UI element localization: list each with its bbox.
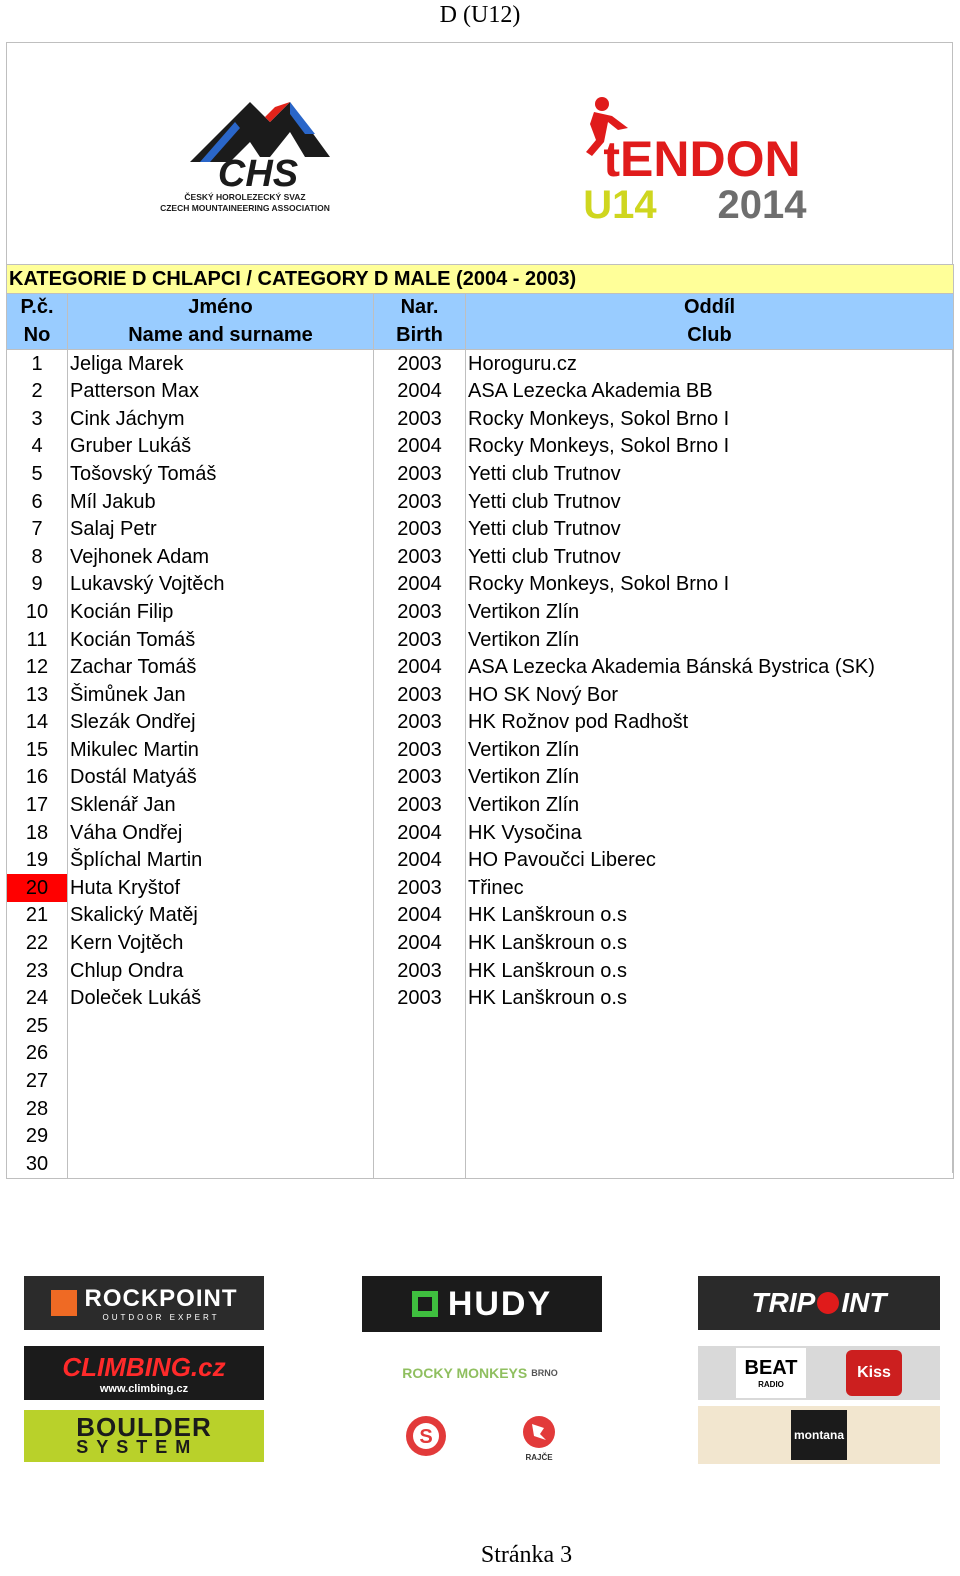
row-name: Šimůnek Jan [68,681,374,709]
row-no: 16 [7,764,68,792]
row-club [466,1012,954,1040]
row-name: Vejhonek Adam [68,543,374,571]
row-name: Skalický Matěj [68,902,374,930]
table-row [7,653,954,681]
sokol-logo [400,1414,452,1458]
rockpoint-mark-icon [51,1290,77,1316]
row-name: Doleček Lukáš [68,984,374,1012]
row-name [68,1095,374,1123]
row-name: Salaj Petr [68,515,374,543]
row-no: 19 [7,846,68,874]
row-no: 22 [7,929,68,957]
table-row [7,791,954,819]
header-no-cz: P.č. [7,293,68,321]
table-row [7,626,954,654]
table-row [7,1150,954,1178]
row-no: 28 [7,1095,68,1123]
row-birth: 2004 [374,433,466,461]
row-name: Zachar Tomáš [68,653,374,681]
row-no: 24 [7,984,68,1012]
row-birth [374,1122,466,1150]
row-no: 5 [7,460,68,488]
row-birth: 2004 [374,819,466,847]
row-name [68,1122,374,1150]
row-club: HK Lanškroun o.s [466,984,954,1012]
row-club: ASA Lezecka Akademia BB [466,377,954,405]
table-row [7,681,954,709]
trippoint-dot-icon [817,1292,839,1314]
row-club: Yetti club Trutnov [466,515,954,543]
sokol-letter: S [419,1426,433,1448]
row-name [68,1012,374,1040]
row-no: 21 [7,902,68,930]
row-name: Lukavský Vojtěch [68,571,374,599]
beat-name: BEAT [744,1357,798,1379]
row-club: Yetti club Trutnov [466,460,954,488]
header-birth-cz: Nar. [374,293,466,321]
boulder-line2: SYSTEM [76,1437,199,1457]
header-birth-en: Birth [374,321,466,349]
table-row [7,984,954,1012]
row-no: 2 [7,377,68,405]
row-no: 18 [7,819,68,847]
row-name: Cink Jáchym [68,405,374,433]
row-no: 8 [7,543,68,571]
row-no: 11 [7,626,68,654]
row-birth: 2003 [374,626,466,654]
row-name: Kocián Tomáš [68,626,374,654]
row-no: 10 [7,598,68,626]
table-row [7,1012,954,1040]
category-row [7,265,954,294]
hudy-logo [362,1276,602,1332]
row-no: 17 [7,791,68,819]
table-row [7,598,954,626]
chs-logo [140,62,350,212]
trippoint-logo [698,1276,940,1330]
table-row [7,460,954,488]
row-no: 23 [7,957,68,985]
rockpoint-tagline: OUTDOOR EXPERT [102,1312,220,1322]
row-club: HK Lanškroun o.s [466,957,954,985]
row-no: 12 [7,653,68,681]
row-birth: 2003 [374,984,466,1012]
row-no: 30 [7,1150,68,1178]
boulder-line1: BOULDER [76,1412,212,1442]
hudy-mark-icon [412,1291,438,1317]
row-birth: 2004 [374,571,466,599]
row-club: HO SK Nový Bor [466,681,954,709]
row-birth: 2003 [374,736,466,764]
table-row [7,515,954,543]
beat-logo [736,1348,806,1398]
row-birth [374,1150,466,1178]
row-birth: 2003 [374,515,466,543]
row-birth [374,1067,466,1095]
row-birth: 2003 [374,598,466,626]
row-club: HK Vysočina [466,819,954,847]
row-name: Huta Kryštof [68,874,374,902]
row-name: Kern Vojtěch [68,929,374,957]
table-row [7,543,954,571]
row-club: Rocky Monkeys, Sokol Brno I [466,433,954,461]
row-birth [374,1012,466,1040]
header-club-en: Club [466,321,954,349]
chs-logo-line2: CZECH MOUNTAINEERING ASSOCIATION [160,203,330,212]
tendon-age: U14 [583,183,657,224]
row-club: HO Pavoučci Liberec [466,846,954,874]
table-row [7,929,954,957]
montana-name: montana [791,1410,847,1460]
row-birth: 2003 [374,543,466,571]
row-name: Sklenář Jan [68,791,374,819]
row-no: 25 [7,1012,68,1040]
row-no: 20 [7,874,68,902]
row-no: 15 [7,736,68,764]
row-name: Jeliga Marek [68,349,374,377]
row-club: Horoguru.cz [466,349,954,377]
montana-logo [698,1406,940,1464]
row-birth: 2003 [374,488,466,516]
row-name: Mikulec Martin [68,736,374,764]
row-no: 4 [7,433,68,461]
table-row [7,846,954,874]
row-name: Slezák Ondřej [68,709,374,737]
row-name: Míl Jakub [68,488,374,516]
row-club: Vertikon Zlín [466,736,954,764]
rockpoint-logo [24,1276,264,1330]
chs-logo-line1: ČESKÝ HOROLEZECKÝ SVAZ [184,192,306,202]
table-row [7,1067,954,1095]
row-club [466,1122,954,1150]
row-birth: 2003 [374,791,466,819]
table-row [7,736,954,764]
row-birth: 2003 [374,349,466,377]
row-club: Vertikon Zlín [466,598,954,626]
row-name [68,1040,374,1068]
row-name: Chlup Ondra [68,957,374,985]
row-club [466,1040,954,1068]
table-row [7,819,954,847]
row-birth: 2003 [374,460,466,488]
row-no: 1 [7,349,68,377]
row-birth: 2004 [374,846,466,874]
row-club: ASA Lezecka Akademia Bánská Bystrica (SK) [466,653,954,681]
row-birth: 2003 [374,709,466,737]
row-club: Třinec [466,874,954,902]
rocky-monkeys-name: ROCKY MONKEYS [402,1365,528,1381]
header-row-cz [7,293,954,321]
row-name: Dostál Matyáš [68,764,374,792]
row-birth: 2004 [374,653,466,681]
table-row [7,874,954,902]
header-club-cz: Oddíl [466,293,954,321]
row-name [68,1067,374,1095]
row-club: Vertikon Zlín [466,626,954,654]
rocky-monkeys-logo [380,1348,580,1398]
row-birth [374,1095,466,1123]
row-birth: 2003 [374,874,466,902]
row-club: HK Lanškroun o.s [466,902,954,930]
table-row [7,957,954,985]
row-name: Tošovský Tomáš [68,460,374,488]
row-club: Rocky Monkeys, Sokol Brno I [466,405,954,433]
beat-radio-logo [698,1346,940,1400]
category-title: KATEGORIE D CHLAPCI / CATEGORY D MALE (2004 - 2003) [7,265,954,294]
row-club: HK Lanškroun o.s [466,929,954,957]
page-number: Stránka 3 [480,1542,573,1568]
rocky-monkeys-city: BRNO [531,1368,558,1378]
header-no-en: No [7,321,68,349]
table-row [7,405,954,433]
table-row [7,902,954,930]
row-birth: 2003 [374,405,466,433]
rajce-name: RAJČE [525,1453,553,1462]
tendon-logo [572,94,832,224]
row-club: Rocky Monkeys, Sokol Brno I [466,571,954,599]
row-name: Kocián Filip [68,598,374,626]
row-birth: 2003 [374,764,466,792]
climbing-url: www.climbing.cz [99,1382,189,1395]
table-row [7,433,954,461]
header-name-cz: Jméno [68,293,374,321]
row-no: 6 [7,488,68,516]
row-club [466,1067,954,1095]
row-club: Vertikon Zlín [466,791,954,819]
row-no: 3 [7,405,68,433]
table-row [7,709,954,737]
row-birth: 2003 [374,681,466,709]
climbing-logo [24,1346,264,1400]
row-no: 7 [7,515,68,543]
header-name-en: Name and surname [68,321,374,349]
chs-logo-text: CHS [217,153,299,195]
table-row [7,571,954,599]
row-no: 26 [7,1040,68,1068]
results-table [6,264,954,1179]
trippoint-name-a: TRIP [751,1287,816,1318]
kiss-logo: Kiss [846,1350,902,1396]
header-row-en [7,321,954,349]
row-name [68,1150,374,1178]
table-row [7,1040,954,1068]
rajce-logo [510,1414,568,1462]
row-name: Patterson Max [68,377,374,405]
table-row [7,764,954,792]
row-club: Yetti club Trutnov [466,543,954,571]
row-name: Šplíchal Martin [68,846,374,874]
row-birth: 2004 [374,377,466,405]
climbing-name: CLIMBING.cz [62,1351,226,1382]
tendon-year: 2014 [717,183,807,224]
table-row [7,349,954,377]
tendon-word: tENDON [603,131,801,187]
row-club: Vertikon Zlín [466,764,954,792]
row-no: 9 [7,571,68,599]
row-club: Yetti club Trutnov [466,488,954,516]
row-no: 13 [7,681,68,709]
boulder-system-logo [24,1410,264,1462]
trippoint-name-b: INT [841,1287,887,1318]
row-no: 14 [7,709,68,737]
row-birth: 2003 [374,957,466,985]
row-name: Váha Ondřej [68,819,374,847]
row-no: 29 [7,1122,68,1150]
hudy-name: HUDY [447,1284,553,1323]
row-club [466,1150,954,1178]
row-club: HK Rožnov pod Radhošt [466,709,954,737]
row-birth: 2004 [374,929,466,957]
table-row [7,1095,954,1123]
row-birth: 2004 [374,902,466,930]
row-no: 27 [7,1067,68,1095]
table-row [7,1122,954,1150]
beat-sub: RADIO [758,1380,784,1389]
row-name: Gruber Lukáš [68,433,374,461]
page-title: D (U12) [439,2,521,28]
table-row [7,488,954,516]
table-row [7,377,954,405]
row-club [466,1095,954,1123]
rockpoint-name: ROCKPOINT [84,1284,238,1312]
row-birth [374,1040,466,1068]
